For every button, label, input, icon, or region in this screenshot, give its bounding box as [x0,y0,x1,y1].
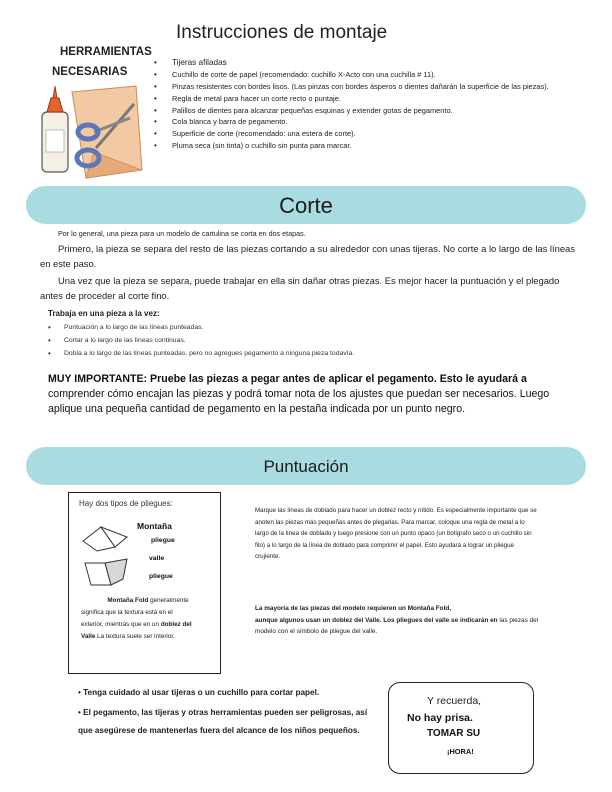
fold-desc-text: significa que la textura está en el [81,609,173,616]
fold-types-box [68,492,221,674]
fold-usage-paragraph [255,603,545,638]
tools-list-item: • Regla de metal para hacer un corte recto o puntaje. [152,94,552,105]
valley-fold-icon [83,557,133,587]
fold-desc-bold: doblez del [160,621,192,628]
tools-heading [52,42,164,82]
work-heading: Trabaja en una pieza a la vez: [48,309,160,318]
tools-list-item: • Cola blanca y barra de pegamento. [152,117,552,128]
glue-bottle-icon [42,86,68,172]
mountain-fold-icon [81,523,131,553]
tools-list-item: • Tijeras afiladas [152,58,552,69]
scoring-paragraph: Marque las líneas de doblado para hacer un doblez recto y nítido. Es especialmente importante que se anoten las piezas más pequeñas antes de plegarlas. Para marcar, coloque una regla de metal a lo largo de la línea de doblado y luego presione con un punto opaco (un bolígrafo seco o un cuchillo sin filo) a lo largo de la línea de doblado para comprimir el papel. Esto ayudará a lograr un pliegue crujiente. [255,507,537,560]
reminder-box [388,682,534,774]
tools-heading-line1: HERRAMIENTAS [60,46,152,58]
valley-fold-label: pliegue [149,573,173,580]
important-label: MUY IMPORTANTE: [48,373,148,385]
tools-list-item: • Cuchillo de corte de papel (recomendado: cuchillo X-Acto con una cuchilla # 11). [152,70,552,81]
fold-description [81,595,215,643]
reminder-line: Y recuerda, [427,695,482,707]
work-list-item: • Dobla a lo largo de las líneas punteadas, pero no agregues pegamento a ninguna pieza todavía. [48,347,548,360]
corte-paragraph: Primero, la pieza se separa del resto de las piezas cortando a su alrededor con unas tijeras. No corte a lo largo de las líneas en este paso. [40,243,575,269]
fold-usage-bold: Los pliegues del valle se indicarán en [383,616,498,624]
fold-usage-bold: Montaña Fold, [407,605,452,612]
fold-desc-text: generalmente [150,597,189,604]
safety-warning: • Tenga cuidado al usar tijeras o un cuchillo para cortar papel. [78,688,320,697]
tools-list-item: • Pinzas resistentes con bordes lisos. (Las pinzas con bordes ásperos o dientes dañarán la superficie de las piezas). [152,82,552,93]
safety-warnings [78,684,368,741]
tools-list [152,58,552,153]
fold-usage-bold: aunque algunos usan un [255,616,331,624]
fold-usage-bold: doblez del Valle. [332,616,382,624]
important-rest-text: comprender cómo encajan las piezas y podrá tomar nota de los ajustes que puedan ser necesarios. Luego aplique una pequeña cantidad de pegamento en la pestaña indicada por un punto negro. [48,388,550,415]
mountain-fold-label: pliegue [151,537,175,544]
important-note [48,372,568,417]
fold-desc-bold: Montaña Fold [107,597,149,604]
reminder-line: No hay prisa. [407,712,473,724]
work-list [48,321,548,360]
fold-usage-bold: La mayoría de las piezas del modelo requieren un [255,605,406,612]
safety-warning: • El pegamento, las tijeras y otras herramientas pueden ser peligrosas, así que asegúrese de mantenerlas fuera del alcance de los niños pequeños. [78,707,368,735]
page-title: Instrucciones de montaje [176,22,388,43]
section-title-puntuacion: Puntuación [263,457,349,476]
section-banner-corte [26,186,586,224]
work-list-item: • Puntuación a lo largo de las líneas punteadas. [48,321,548,334]
corte-body [40,228,580,303]
fold-desc-text: exterior, mientras que en un [81,621,160,628]
reminder-line: TOMAR SU [427,728,481,739]
work-list-item: • Cortar a lo largo de las líneas continuas. [48,334,548,347]
section-banner-puntuacion [26,447,586,485]
fold-types-intro: Hay dos tipos de pliegues: [79,499,173,508]
tools-illustration [34,82,144,182]
fold-desc-bold: Valle [81,633,96,640]
fold-usage-text: las piezas del modelo con el símbolo de pliegue del valle. [255,616,539,635]
section-title-corte: Corte [279,193,333,218]
important-bold-text: Pruebe las piezas a pegar antes de aplicar el pegamento. Esto le ayudará a [150,373,527,385]
corte-paragraph: Por lo general, una pieza para un modelo de cartulina se corta en dos etapas. [58,229,306,238]
fold-desc-text: La textura suele ser interior. [97,633,175,640]
corte-paragraph: Una vez que la pieza se separa, puede trabajar en ella sin dañar otras piezas. Es mejor hacer la puntuación y el plegado antes de proceder al corte fino. [40,275,560,301]
tools-heading-line2: NECESARIAS [52,66,128,78]
tools-list-item: • Superficie de corte (recomendado: una estera de corte). [152,129,552,140]
mountain-fold-title: Montaña [137,521,172,531]
valley-fold-title: valle [149,555,165,562]
tools-list-item: • Palillos de dientes para alcanzar pequeñas esquinas y extender gotas de pegamento. [152,106,552,117]
tools-list-item: • Pluma seca (sin tinta) o cuchillo sin punta para marcar. [152,141,552,152]
reminder-line: ¡HORA! [447,747,474,756]
